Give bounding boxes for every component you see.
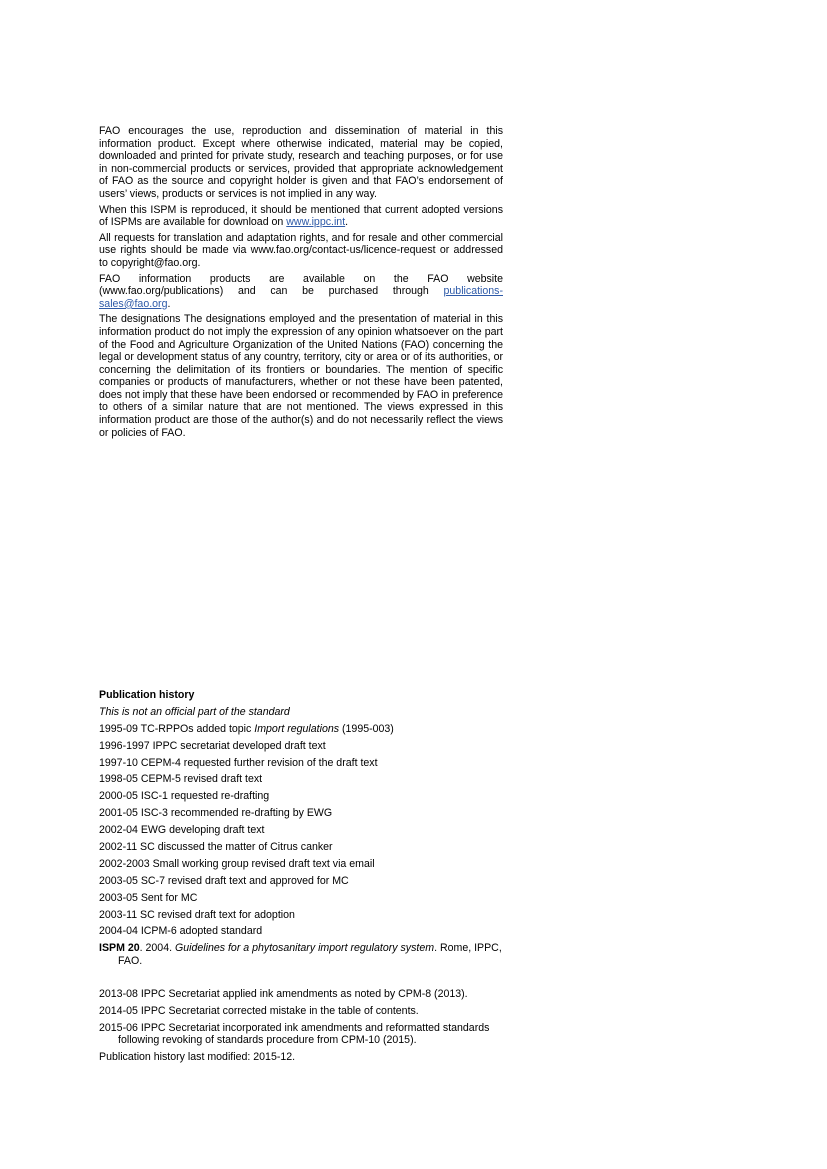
history-entry (99, 723, 503, 736)
entry-text: 1995-09 TC-RPPOs added topic (99, 722, 255, 735)
spacer (99, 972, 503, 988)
history-entry: 2003-05 Sent for MC (99, 891, 198, 904)
history-entry: 2013-08 IPPC Secretariat applied ink amendments as noted by CPM-8 (2013). (99, 987, 468, 1000)
copyright-notice (99, 125, 503, 442)
publication-history (99, 689, 503, 1068)
purchase-paragraph (99, 273, 503, 311)
entry-topic: Import regulations (254, 722, 340, 735)
citation-year: . 2004. (139, 942, 175, 955)
ippc-link[interactable]: www.ippc.int (286, 216, 346, 229)
purchase-text: FAO information products are available on the FAO website (www.fao.org/publications) and can be purchased through (99, 272, 503, 298)
history-entry: 2001-05 ISC-3 recommended re-drafting by EWG (99, 807, 333, 820)
history-entry: 2002-2003 Small working group revised draft text via email (99, 857, 375, 870)
history-subtitle: This is not an official part of the standard (99, 705, 290, 718)
period: . (167, 297, 171, 310)
history-entry: 2000-05 ISC-1 requested re-drafting (99, 790, 270, 803)
history-entry: 2003-11 SC revised draft text for adoption (99, 908, 295, 921)
publications-sales-link[interactable]: publications-sales@fao.org (99, 285, 503, 310)
history-entry: 2004-04 ICPM-6 adopted standard (99, 925, 263, 938)
period: . (345, 216, 349, 229)
citation-publisher: . Rome, IPPC, FAO. (118, 942, 502, 967)
history-entry: 2002-04 EWG developing draft text (99, 824, 265, 837)
history-entry: 2002-11 SC discussed the matter of Citrus canker (99, 841, 333, 854)
history-entry: 2015-06 IPPC Secretariat incorporated ink amendments and reformatted standards following revoking of standards procedure from CPM-10 (2015). (99, 1021, 490, 1047)
history-title: Publication history (99, 689, 195, 701)
citation (99, 942, 503, 967)
copyright-paragraph: FAO encourages the use, reproduction and dissemination of material in this information product. Except where otherwise indicated, material may be copied, downloaded and printed for private study, research and teaching purposes, or for use in non-commercial products or services, provided that appropriate acknowledgement of FAO as the source and copyright holder is given and that FAO’s endorsement of users’ views, products or services is not implied in any way. (99, 125, 503, 200)
designations-paragraph: The designations The designations employed and the presentation of material in this information product do not imply the expression of any opinion whatsoever on the part of the Food and Agriculture Organization of the United Nations (FAO) concerning the legal or development status of any country, territory, city or area or of its authorities, or concerning the delimitation of its frontiers or boundaries. The mention of specific companies or products of manufacturers, whether or not these have been patented, does not imply that these have been endorsed or recommended by FAO in preference to others of a similar nature that are not mentioned. The views expressed in this information product are those of the author(s) and do not necessarily reflect the views or policies of FAO. (99, 313, 503, 439)
reproduction-paragraph (99, 204, 503, 229)
history-entry: 1997-10 CEPM-4 requested further revision of the draft text (99, 756, 378, 769)
history-entry: 1998-05 CEPM-5 revised draft text (99, 773, 263, 786)
citation-standard: ISPM 20 (99, 942, 140, 955)
history-last-modified: Publication history last modified: 2015-12. (99, 1051, 296, 1064)
entry-code: (1995-003) (339, 722, 394, 735)
rights-paragraph: All requests for translation and adaptation rights, and for resale and other commercial use rights should be made via www.fao.org/contact-us/licence-request or addressed to copyright@fao.org. (99, 231, 503, 269)
citation-title: Guidelines for a phytosanitary import regulatory system (174, 942, 435, 955)
history-entry: 2003-05 SC-7 revised draft text and approved for MC (99, 874, 349, 887)
history-entry: 1996-1997 IPPC secretariat developed draft text (99, 739, 326, 752)
history-entry: 2014-05 IPPC Secretariat corrected mistake in the table of contents. (99, 1004, 419, 1017)
reproduction-text: When this ISPM is reproduced, it should be mentioned that current adopted versions of ISPMs are available for download on (99, 203, 503, 229)
